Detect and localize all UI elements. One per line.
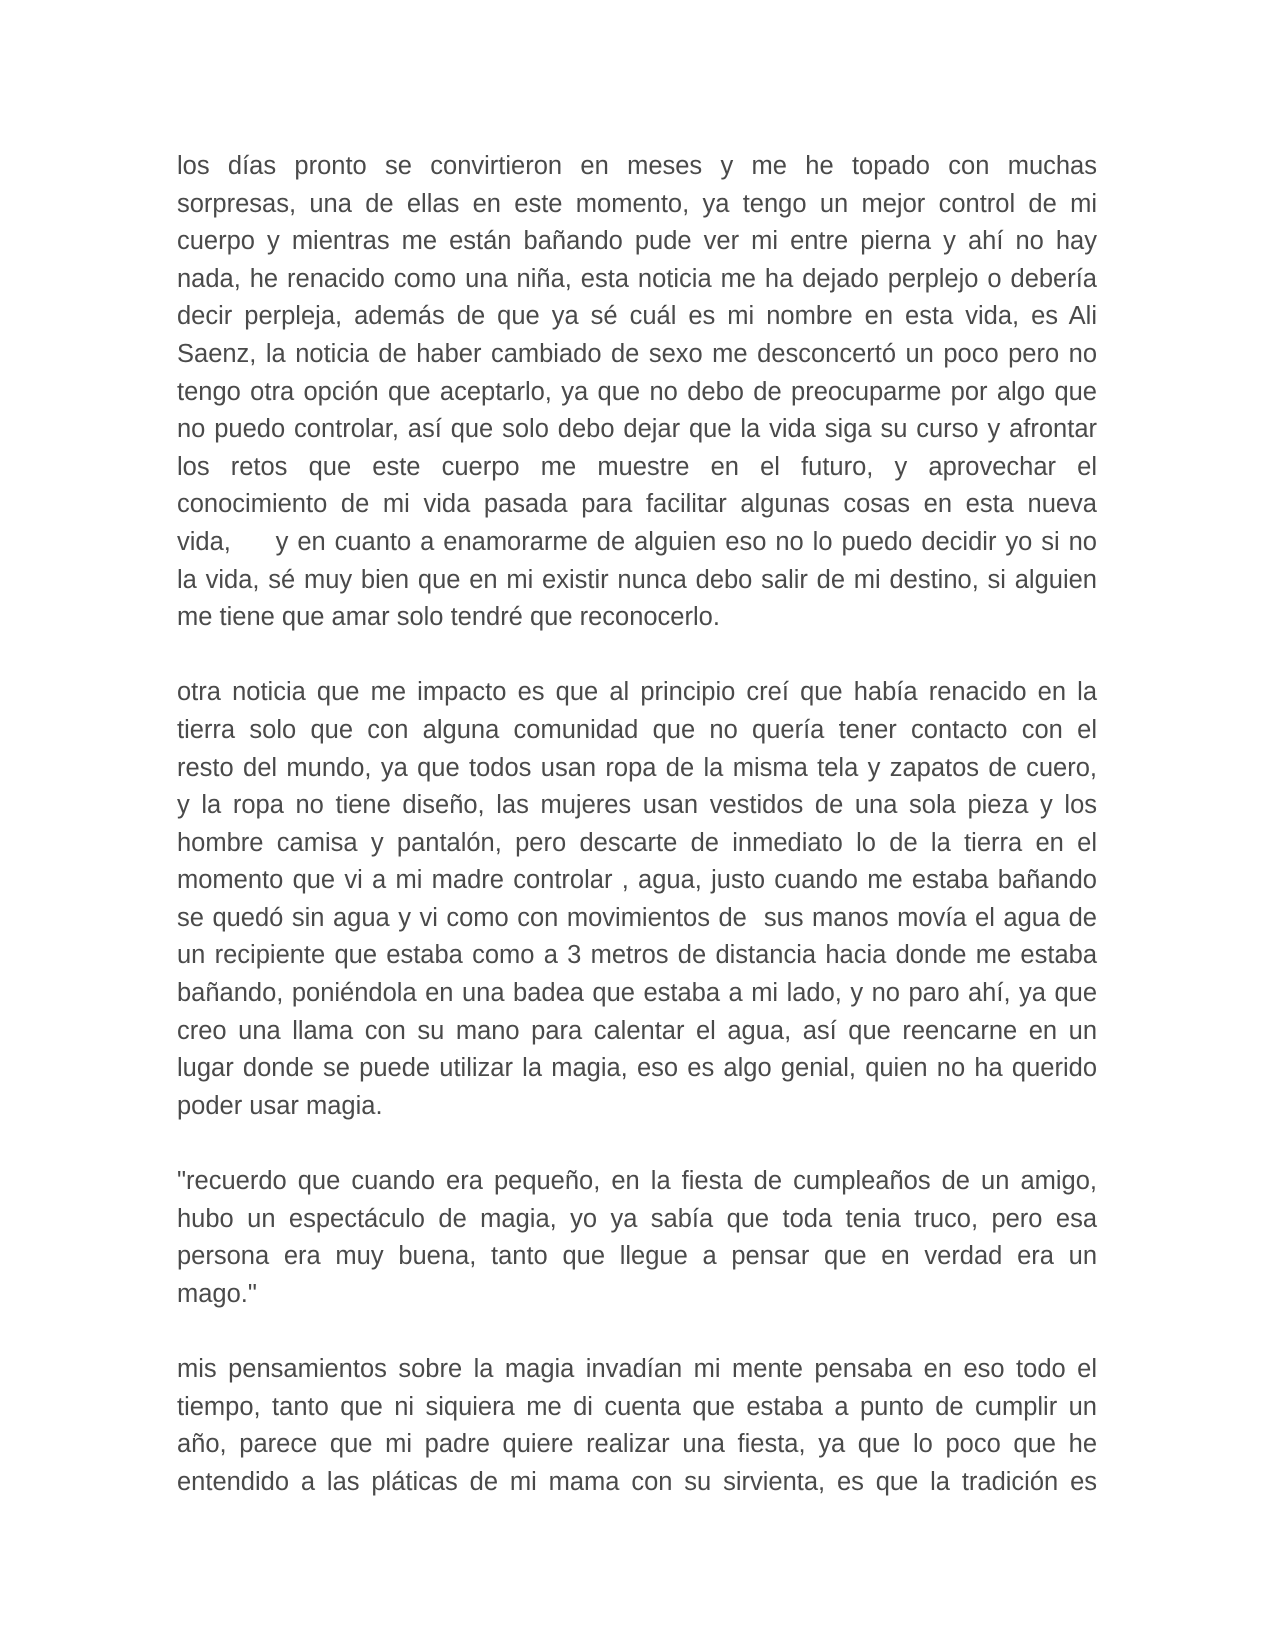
text-line: los días pronto se convirtieron en meses y me he topado con muchas: [177, 152, 1097, 180]
text-line: hubo un espectáculo de magia, yo ya sabía que toda tenia truco, pero esa: [177, 1204, 1097, 1233]
text-line: año, parece que mi padre quiere realizar una fiesta, ya que lo poco que he: [177, 1430, 1097, 1459]
paragraph-spacer: [177, 1313, 1097, 1351]
paragraph-2: [177, 674, 1097, 1125]
text-line: persona era muy buena, tanto que llegue a pensar que en verdad era un: [177, 1242, 1097, 1271]
document-page: [177, 148, 1097, 1501]
text-line: se quedó sin agua y vi como con movimientos de sus manos movía el agua de: [177, 903, 1097, 932]
text-line: tengo otra opción que aceptarlo, ya que no debo de preocuparme por algo que: [177, 377, 1097, 406]
text-line: tiempo, tanto que ni siquiera me di cuenta que estaba a punto de cumplir un: [177, 1392, 1097, 1421]
text-line: vida, y en cuanto a enamorarme de alguien eso no lo puedo decidir yo si no: [177, 527, 1097, 556]
text-line: lugar donde se puede utilizar la magia, eso es algo genial, quien no ha querido: [177, 1054, 1097, 1083]
text-line: momento que vi a mi madre controlar , agua, justo cuando me estaba bañando: [177, 866, 1097, 895]
text-line: los retos que este cuerpo me muestre en el futuro, y aprovechar el: [177, 452, 1097, 481]
paragraph-4: [177, 1351, 1097, 1501]
text-line: un recipiente que estaba como a 3 metros de distancia hacia donde me estaba: [177, 941, 1097, 970]
paragraph-3-quote: [177, 1163, 1097, 1313]
text-line: sorpresas, una de ellas en este momento, ya tengo un mejor control de mi: [177, 189, 1097, 218]
text-line: no puedo controlar, así que solo debo dejar que la vida siga su curso y afrontar: [177, 415, 1097, 444]
paragraph-1: [177, 148, 1097, 637]
text-line: mago.": [177, 1279, 257, 1308]
text-line: me tiene que amar solo tendré que reconocerlo.: [177, 603, 720, 632]
text-line: entendido a las pláticas de mi mama con su sirvienta, es que la tradición es: [177, 1467, 1097, 1496]
paragraph-spacer: [177, 1125, 1097, 1163]
text-line: bañando, poniéndola en una badea que estaba a mi lado, y no paro ahí, ya que: [177, 979, 1097, 1008]
text-line: nada, he renacido como una niña, esta noticia me ha dejado perplejo o debería: [177, 264, 1097, 293]
text-line: hombre camisa y pantalón, pero descarte de inmediato lo de la tierra en el: [177, 828, 1097, 857]
text-line: la vida, sé muy bien que en mi existir nunca debo salir de mi destino, si alguien: [177, 565, 1097, 594]
text-line: decir perpleja, además de que ya sé cuál es mi nombre en esta vida, es Ali: [177, 302, 1097, 331]
text-line: resto del mundo, ya que todos usan ropa de la misma tela y zapatos de cuero,: [177, 753, 1097, 782]
text-line: poder usar magia.: [177, 1091, 383, 1120]
text-line: Saenz, la noticia de haber cambiado de sexo me desconcertó un poco pero no: [177, 339, 1097, 368]
text-line: cuerpo y mientras me están bañando pude ver mi entre pierna y ahí no hay: [177, 227, 1097, 256]
text-line: y la ropa no tiene diseño, las mujeres usan vestidos de una sola pieza y los: [177, 791, 1097, 820]
paragraph-spacer: [177, 637, 1097, 675]
text-line: tierra solo que con alguna comunidad que no quería tener contacto con el: [177, 715, 1097, 744]
text-line: mis pensamientos sobre la magia invadían mi mente pensaba en eso todo el: [177, 1355, 1097, 1383]
text-line: otra noticia que me impacto es que al principio creí que había renacido en la: [177, 678, 1097, 707]
text-line: "recuerdo que cuando era pequeño, en la fiesta de cumpleaños de un amigo,: [177, 1167, 1097, 1196]
text-line: creo una llama con su mano para calentar el agua, así que reencarne en un: [177, 1016, 1097, 1045]
text-line: conocimiento de mi vida pasada para facilitar algunas cosas en esta nueva: [177, 490, 1097, 519]
